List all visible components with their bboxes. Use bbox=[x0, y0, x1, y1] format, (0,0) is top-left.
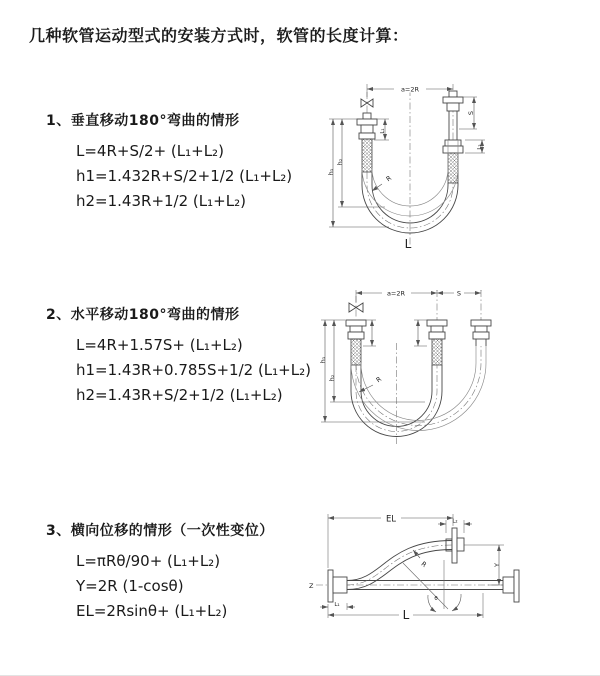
hose-fitting bbox=[346, 320, 366, 365]
formula-line: h2=1.43R+S/2+1/2 (L₁+L₂) bbox=[76, 386, 283, 404]
diagram-lateral-displacement bbox=[308, 503, 520, 631]
formula-line: L=πRθ/90+ (L₁+L₂) bbox=[76, 552, 221, 570]
d2-dim-a: a=2R bbox=[386, 289, 406, 298]
d3-dim-l: L bbox=[402, 608, 410, 622]
d1-dim-l1: L₁ bbox=[380, 128, 386, 134]
braided-hose-section bbox=[362, 139, 372, 172]
section-2 bbox=[46, 304, 311, 408]
braided-hose-section bbox=[448, 153, 458, 183]
d2-dim-s: S bbox=[456, 289, 462, 298]
d1-dim-a: a=2R bbox=[400, 85, 420, 94]
section-3-formulas bbox=[76, 549, 274, 624]
d1-label-l: L bbox=[404, 237, 412, 251]
hose-s-curve bbox=[347, 541, 452, 590]
section-1-heading: 1、垂直移动180°弯曲的情形 bbox=[46, 113, 240, 129]
section-1 bbox=[46, 110, 292, 214]
d3-dim-el: EL bbox=[385, 514, 397, 525]
d1-dim-h1: h₁ bbox=[327, 168, 335, 176]
hose-fitting bbox=[443, 140, 463, 183]
section-2-heading: 2、水平移动180°弯曲的情形 bbox=[46, 307, 240, 323]
flange-fitting bbox=[328, 570, 347, 602]
d1-label-r: R bbox=[384, 174, 394, 184]
d3-dim-y: Y bbox=[493, 563, 501, 567]
formula-line: L=4R+1.57S+ (L₁+L₂) bbox=[76, 336, 243, 354]
d2-dim-h2: h₂ bbox=[328, 374, 336, 382]
diagram-vertical-180-bend bbox=[325, 80, 500, 255]
d3-label-r: R bbox=[419, 559, 429, 569]
formula-line: L=4R+S/2+ (L₁+L₂) bbox=[76, 142, 224, 160]
braided-hose-section bbox=[432, 339, 442, 365]
hose-fitting bbox=[357, 113, 377, 172]
formula-line: h2=1.43R+1/2 (L₁+L₂) bbox=[76, 192, 246, 210]
formula-line: h1=1.43R+0.785S+1/2 (L₁+L₂) bbox=[76, 361, 311, 379]
section-1-formulas bbox=[76, 139, 292, 214]
d2-label-r: R bbox=[374, 375, 384, 385]
hose-straight bbox=[347, 570, 519, 602]
formula-line: h1=1.432R+S/2+1/2 (L₁+L₂) bbox=[76, 167, 293, 185]
section-3 bbox=[46, 520, 274, 624]
d3-dim-l2: L₂ bbox=[452, 518, 458, 525]
hose-fitting bbox=[471, 320, 491, 346]
formula-line: Y=2R (1-cosθ) bbox=[76, 577, 184, 595]
diagram-horizontal-180-bend bbox=[315, 288, 505, 453]
d1-dim-s: S bbox=[467, 110, 475, 116]
hose-fitting bbox=[427, 320, 447, 365]
d2-dim-h1: h₁ bbox=[319, 356, 327, 364]
d1-dim-h2: h₂ bbox=[336, 158, 344, 166]
section-3-heading: 3、横向位移的情形（一次性变位） bbox=[46, 523, 274, 539]
bend-angle-construction bbox=[403, 560, 461, 612]
formula-line: EL=2Rsinθ+ (L₁+L₂) bbox=[76, 602, 228, 620]
section-2-formulas bbox=[76, 333, 311, 408]
d3-dim-l1: L₁ bbox=[334, 602, 340, 608]
page-title: 几种软管运动型式的安装方式时，软管的长度计算： bbox=[29, 26, 409, 45]
d3-label-z: Z bbox=[309, 582, 314, 590]
flange-fitting bbox=[446, 528, 464, 563]
d1-dim-l2: L₂ bbox=[477, 144, 483, 150]
hose-u-bend-phantom bbox=[351, 346, 486, 431]
braided-hose-section bbox=[351, 339, 361, 365]
d3-label-theta: θ bbox=[434, 596, 438, 602]
